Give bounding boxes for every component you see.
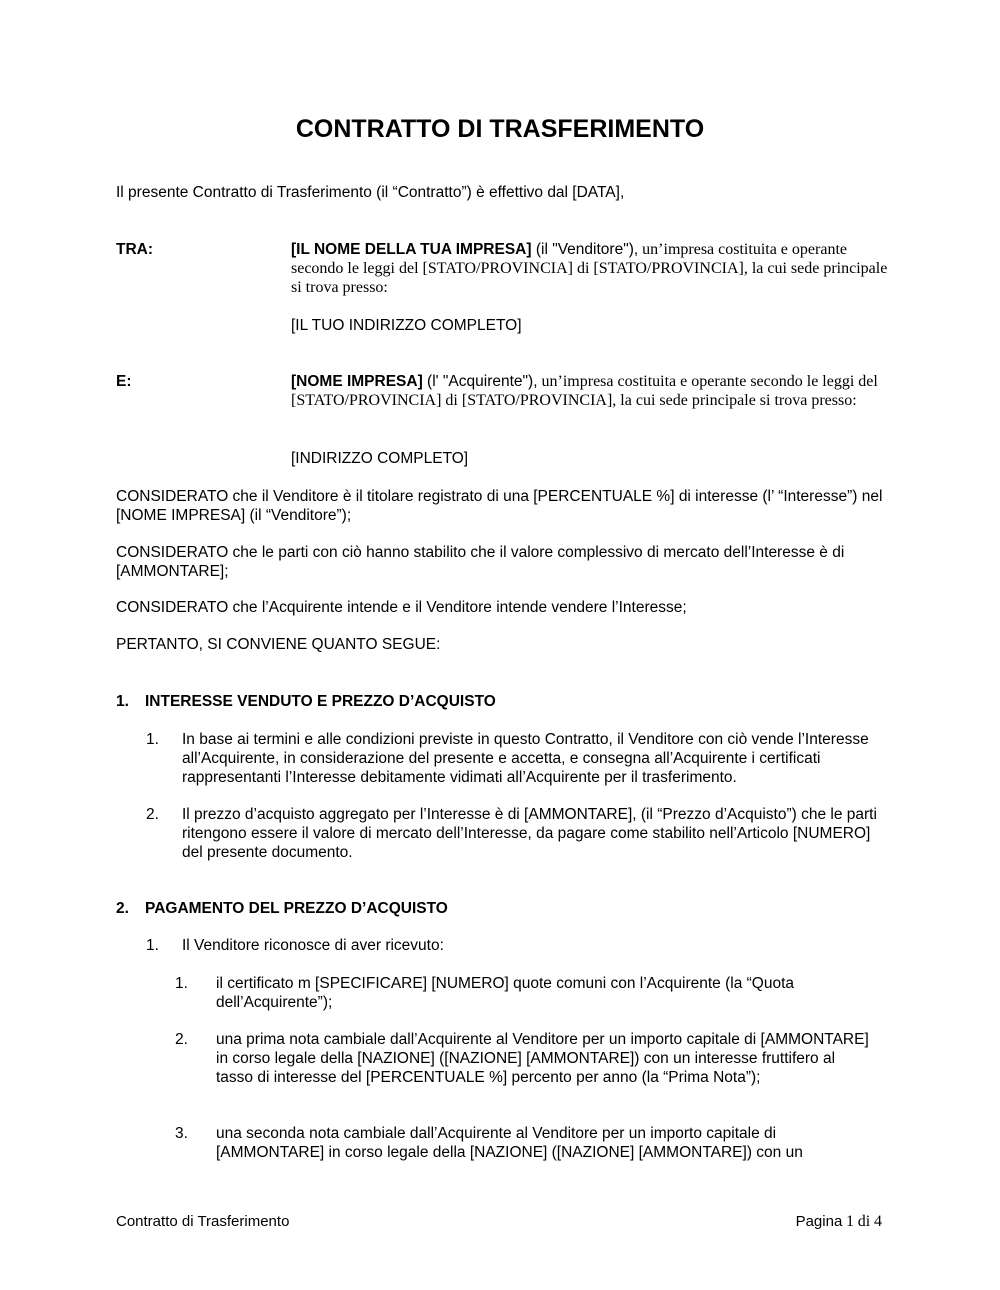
footer-page-label: Pagina bbox=[795, 1213, 843, 1230]
section-1-number: 1. bbox=[116, 693, 129, 710]
party-seller-name: [IL NOME DELLA TUA IMPRESA] bbox=[291, 241, 532, 258]
party-seller-role: (il "Venditore"), bbox=[531, 241, 639, 258]
footer-page-of: di bbox=[857, 1213, 871, 1230]
footer-document-name: Contratto di Trasferimento bbox=[116, 1213, 290, 1230]
party-label-buyer: E: bbox=[116, 373, 132, 390]
section-1-item-1-text: In base ai termini e alle condizioni previste in questo Contratto, il Venditore con ciò vende l’Interesse all’Acquirente, in considerazione del presente e accetta, e consegna all’Acquirente i certificati rappresentanti l’Interesse debitamente vidimati all’Acquirente per il trasferimento. bbox=[182, 731, 869, 786]
section-2-item-1-number: 1. bbox=[146, 937, 159, 954]
party-buyer-name: [NOME IMPRESA] bbox=[291, 373, 423, 390]
footer-page-number bbox=[796, 1213, 882, 1231]
party-seller-text: un’impresa costituita e operante secondo le leggi del [STATO/PROVINCIA] di [STATO/PROVINCIA], la cui sede principale si trova presso: bbox=[291, 241, 888, 296]
whereas-clause-2: CONSIDERATO che le parti con ciò hanno stabilito che il valore complessivo di mercato dell’Interesse è di [AMMONTARE]; bbox=[116, 544, 845, 580]
section-2-subitem-3-number: 3. bbox=[175, 1125, 188, 1142]
section-1-heading: INTERESSE VENDUTO E PREZZO D’ACQUISTO bbox=[145, 693, 496, 710]
party-buyer-address: [INDIRIZZO COMPLETO] bbox=[291, 450, 469, 467]
section-2-subitem-1-text: il certificato m [SPECIFICARE] [NUMERO] quote comuni con l’Acquirente (la “Quota dell’Acquirente”); bbox=[216, 975, 795, 1011]
party-buyer-role: (l' "Acquirente"), bbox=[422, 373, 538, 390]
section-2-subitem-2-text: una prima nota cambiale dall’Acquirente al Venditore per un importo capitale di [AMMONTARE] in corso legale della [NAZIONE] ([NAZIONE] [AMMONTARE]) con un interesse fruttifero al tasso di interesse del [PERCENTUALE %] percento per anno (la “Prima Nota”); bbox=[216, 1031, 869, 1086]
agreement-statement: PERTANTO, SI CONVIENE QUANTO SEGUE: bbox=[116, 636, 441, 653]
section-1-item-2-number: 2. bbox=[146, 806, 159, 823]
whereas-clause-1: CONSIDERATO che il Venditore è il titolare registrato di una [PERCENTUALE %] di interesse (l’ “Interesse”) nel [NOME IMPRESA] (il “Venditore”); bbox=[116, 488, 883, 524]
section-1-item-1-number: 1. bbox=[146, 731, 159, 748]
footer-page-current: 1 bbox=[846, 1213, 855, 1230]
footer-page-total: 4 bbox=[874, 1213, 882, 1230]
party-seller-description bbox=[291, 240, 891, 297]
section-2-heading: PAGAMENTO DEL PREZZO D’ACQUISTO bbox=[145, 900, 448, 917]
party-buyer-description bbox=[291, 372, 891, 410]
section-2-subitem-1-number: 1. bbox=[175, 975, 188, 992]
section-2-item-1-text: Il Venditore riconosce di aver ricevuto: bbox=[182, 937, 444, 954]
section-1-item-2-text: Il prezzo d’acquisto aggregato per l’Interesse è di [AMMONTARE], (il “Prezzo d’Acquisto”) che le parti ritengono essere il valore di mercato dell’Interesse, da pagare come stabilito nell’Articolo [NUMERO] del presente documento. bbox=[182, 806, 877, 861]
party-seller-address: [IL TUO INDIRIZZO COMPLETO] bbox=[291, 317, 522, 334]
intro-paragraph: Il presente Contratto di Trasferimento (il “Contratto”) è effettivo dal [DATA], bbox=[116, 184, 625, 201]
section-2-subitem-3-text: una seconda nota cambiale dall’Acquirente al Venditore per un importo capitale di [AMMONTARE] in corso legale della [NAZIONE] ([NAZIONE] [AMMONTARE]) con un bbox=[216, 1125, 803, 1161]
document-title: CONTRATTO DI TRASFERIMENTO bbox=[295, 115, 705, 143]
section-2-subitem-2-number: 2. bbox=[175, 1031, 188, 1048]
whereas-clause-3: CONSIDERATO che l’Acquirente intende e il Venditore intende vendere l’Interesse; bbox=[116, 599, 687, 616]
section-2-number: 2. bbox=[116, 900, 129, 917]
party-label-seller: TRA: bbox=[116, 241, 154, 258]
party-buyer-text: un’impresa costituita e operante secondo le leggi del [STATO/PROVINCIA] di [STATO/PROVINCIA], la cui sede principale si trova presso: bbox=[291, 373, 878, 409]
